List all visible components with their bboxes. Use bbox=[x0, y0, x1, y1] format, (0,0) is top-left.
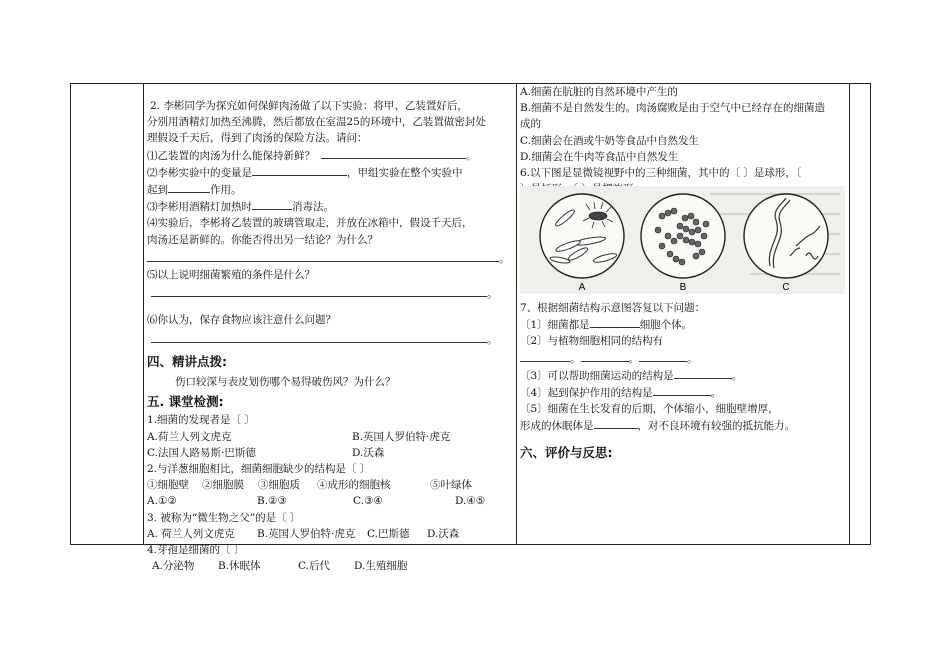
section5-title: 五. 课堂检测: bbox=[147, 394, 224, 410]
section4-title: 四、精讲点拨: bbox=[147, 353, 227, 369]
option-b-text-line2: 成的 bbox=[520, 118, 541, 131]
table-col-border-2 bbox=[143, 83, 144, 545]
answer-blank[interactable] bbox=[151, 285, 487, 297]
bacteria-microscope-figure bbox=[520, 186, 845, 294]
section6-title: 六、评价与反思: bbox=[520, 444, 613, 460]
q7-part5b: 形成的休眠体是 bbox=[520, 420, 594, 433]
q7-part2: 〔2〕与植物细胞相同的结构有 bbox=[520, 335, 664, 348]
option-d-text: D.细菌会在牛肉等食品中自然发生 bbox=[520, 150, 679, 163]
test-q3-option-b: B.英国人罗伯特·虎克 bbox=[257, 527, 356, 540]
q2-part3b: 消毒法。 bbox=[292, 201, 334, 214]
right-column-lower bbox=[520, 300, 848, 461]
q7-part3: 〔3〕可以帮助细菌运动的结构是 bbox=[520, 369, 674, 382]
answer-blank[interactable] bbox=[639, 350, 687, 362]
table-col-border-3 bbox=[516, 83, 517, 545]
right-column bbox=[520, 84, 848, 197]
test-q2-item: ⑤叶绿体 bbox=[430, 479, 472, 492]
test-q2-item: ①细胞壁 bbox=[147, 479, 189, 492]
test-q4: 4.芽孢是细菌的〔 〕 bbox=[147, 544, 245, 557]
q2-part2a: ⑵李彬实验中的变量是 bbox=[147, 166, 252, 179]
q7-part1a: 〔1〕细菌都是 bbox=[520, 319, 590, 332]
q7-part4: 〔4〕起到保护作用的结构是 bbox=[520, 387, 653, 400]
q2-part6: ⑹你认为，保存食物应该注意什么问题？ bbox=[147, 314, 336, 327]
period: 。 bbox=[499, 252, 510, 265]
section4-question: 伤口较深与表皮划伤哪个易得破伤风？为什么？ bbox=[175, 376, 396, 389]
period: 。 bbox=[487, 288, 498, 301]
q7-title: 7、根据细菌结构示意图答复以下问题： bbox=[520, 302, 706, 314]
figure-label-a: A bbox=[578, 282, 586, 293]
q2-part4-line1: ⑷实验后，李彬将乙装置的玻璃管取走，并放在冰箱中，假设千天后， bbox=[147, 217, 473, 230]
test-q1: 1.细菌的发现者是〔 〕 bbox=[147, 414, 255, 427]
test-q3: 3. 被称为“微生物之父”的是〔 〕 bbox=[147, 511, 301, 524]
test-q2-option-d: D.④⑤ bbox=[455, 495, 486, 508]
test-q3-option-d: D.沃森 bbox=[427, 527, 460, 540]
figure-label-b: B bbox=[679, 282, 687, 293]
q2-part1: ⑴乙装置的肉汤为什么能保持新鲜？ bbox=[147, 149, 315, 162]
period: 。 bbox=[687, 352, 698, 365]
test-q4-option-c: C.后代 bbox=[298, 560, 330, 573]
q7-part5c: ，对不良环境有较强的抵抗能力。 bbox=[637, 420, 795, 433]
q2-intro-line3: 理假设千天后，得到了肉汤的保险方法。请问： bbox=[147, 132, 368, 145]
period: 。 bbox=[466, 149, 477, 162]
table-col-border-4 bbox=[849, 83, 850, 545]
test-q4-option-d: D.生殖细胞 bbox=[354, 560, 408, 573]
test-q1-option-c: C.法国人路易斯·巴斯德 bbox=[147, 446, 256, 459]
period: 。 bbox=[487, 333, 498, 346]
q2-part2c: 起到 bbox=[147, 184, 168, 197]
q2-part5: ⑸以上说明细菌繁殖的条件是什么？ bbox=[147, 269, 315, 282]
option-b-text-line1: B.细菌不是自然发生的。肉汤腐败是由于空气中已经存在的细菌造 bbox=[520, 102, 826, 115]
answer-blank[interactable] bbox=[151, 331, 487, 343]
answer-blank[interactable] bbox=[594, 417, 638, 429]
answer-blank[interactable] bbox=[252, 164, 347, 176]
period: 。 bbox=[731, 369, 743, 382]
period: 。 bbox=[710, 387, 722, 400]
figure-label-c: C bbox=[782, 282, 790, 293]
answer-blank[interactable] bbox=[168, 181, 210, 193]
table-col-border-5 bbox=[870, 83, 871, 545]
test-q2-item: ④成形的细胞核 bbox=[317, 479, 391, 492]
test-q2-option-a: A.①② bbox=[147, 495, 177, 508]
q2-part2b: ，甲组实验在整个实验中 bbox=[347, 166, 463, 179]
q6-line1: 6.以下图是显微镜视野中的三种细菌，其中的〔 〕是球形，〔 bbox=[520, 167, 802, 180]
answer-blank[interactable] bbox=[581, 350, 629, 362]
bacteria-a-circle bbox=[540, 194, 624, 278]
test-q3-option-a: A. 荷兰人列文虎克 bbox=[147, 527, 235, 540]
answer-blank[interactable] bbox=[252, 198, 292, 210]
answer-blank[interactable] bbox=[321, 147, 466, 159]
period: 。 bbox=[570, 352, 581, 365]
test-q2: 2.与洋葱细胞相比，细菌细胞缺少的结构是〔 〕 bbox=[147, 463, 371, 476]
test-q1-option-b: B.英国人罗伯特·虎克 bbox=[352, 430, 451, 443]
test-q3-option-c: C.巴斯德 bbox=[367, 527, 410, 540]
answer-blank[interactable] bbox=[147, 250, 499, 262]
test-q4-option-b: B.休眠体 bbox=[218, 560, 261, 573]
left-column bbox=[147, 98, 513, 574]
test-q2-item: ②细胞膜 bbox=[202, 479, 244, 492]
answer-blank[interactable] bbox=[674, 367, 732, 379]
answer-blank[interactable] bbox=[520, 350, 570, 362]
q2-intro-line1: 2. 李彬同学为探究如何保鲜肉汤做了以下实验：将甲、乙装置好后， bbox=[150, 100, 468, 112]
test-q4-option-a: A.分泌物 bbox=[152, 560, 195, 573]
test-q2-option-c: C.③④ bbox=[353, 495, 383, 508]
option-c-text: C.细菌会在酒或牛奶等食品中自然发生 bbox=[520, 134, 699, 147]
q7-part1b: 细胞个体。 bbox=[639, 319, 693, 332]
answer-blank[interactable] bbox=[590, 316, 640, 328]
test-q1-option-a: A.荷兰人列文虎克 bbox=[147, 430, 232, 443]
period: 。 bbox=[628, 352, 639, 365]
q2-intro-line2: 分别用酒精灯加热至沸腾，然后都放在室温25的环境中，乙装置做密封处 bbox=[147, 116, 486, 129]
test-q1-option-d: D.沃森 bbox=[352, 446, 385, 459]
test-q2-item: ③细胞质 bbox=[258, 479, 300, 492]
test-q2-option-b: B.②③ bbox=[257, 495, 287, 508]
q2-part2d: 作用。 bbox=[210, 184, 242, 197]
q7-part5-line1: 〔5〕细菌在生长发育的后期，个体缩小，细胞壁增厚， bbox=[520, 403, 779, 416]
answer-blank[interactable] bbox=[653, 384, 711, 396]
q2-part3a: ⑶李彬用酒精灯加热时 bbox=[147, 201, 252, 214]
q2-part4-line2: 肉汤还是新鲜的。你能否得出另一结论？为什么？ bbox=[147, 233, 378, 246]
option-a-text: A.细菌在肮脏的自然环境中产生的 bbox=[520, 86, 678, 98]
table-col-border-1 bbox=[70, 83, 71, 545]
bacteria-c-circle bbox=[744, 194, 828, 278]
